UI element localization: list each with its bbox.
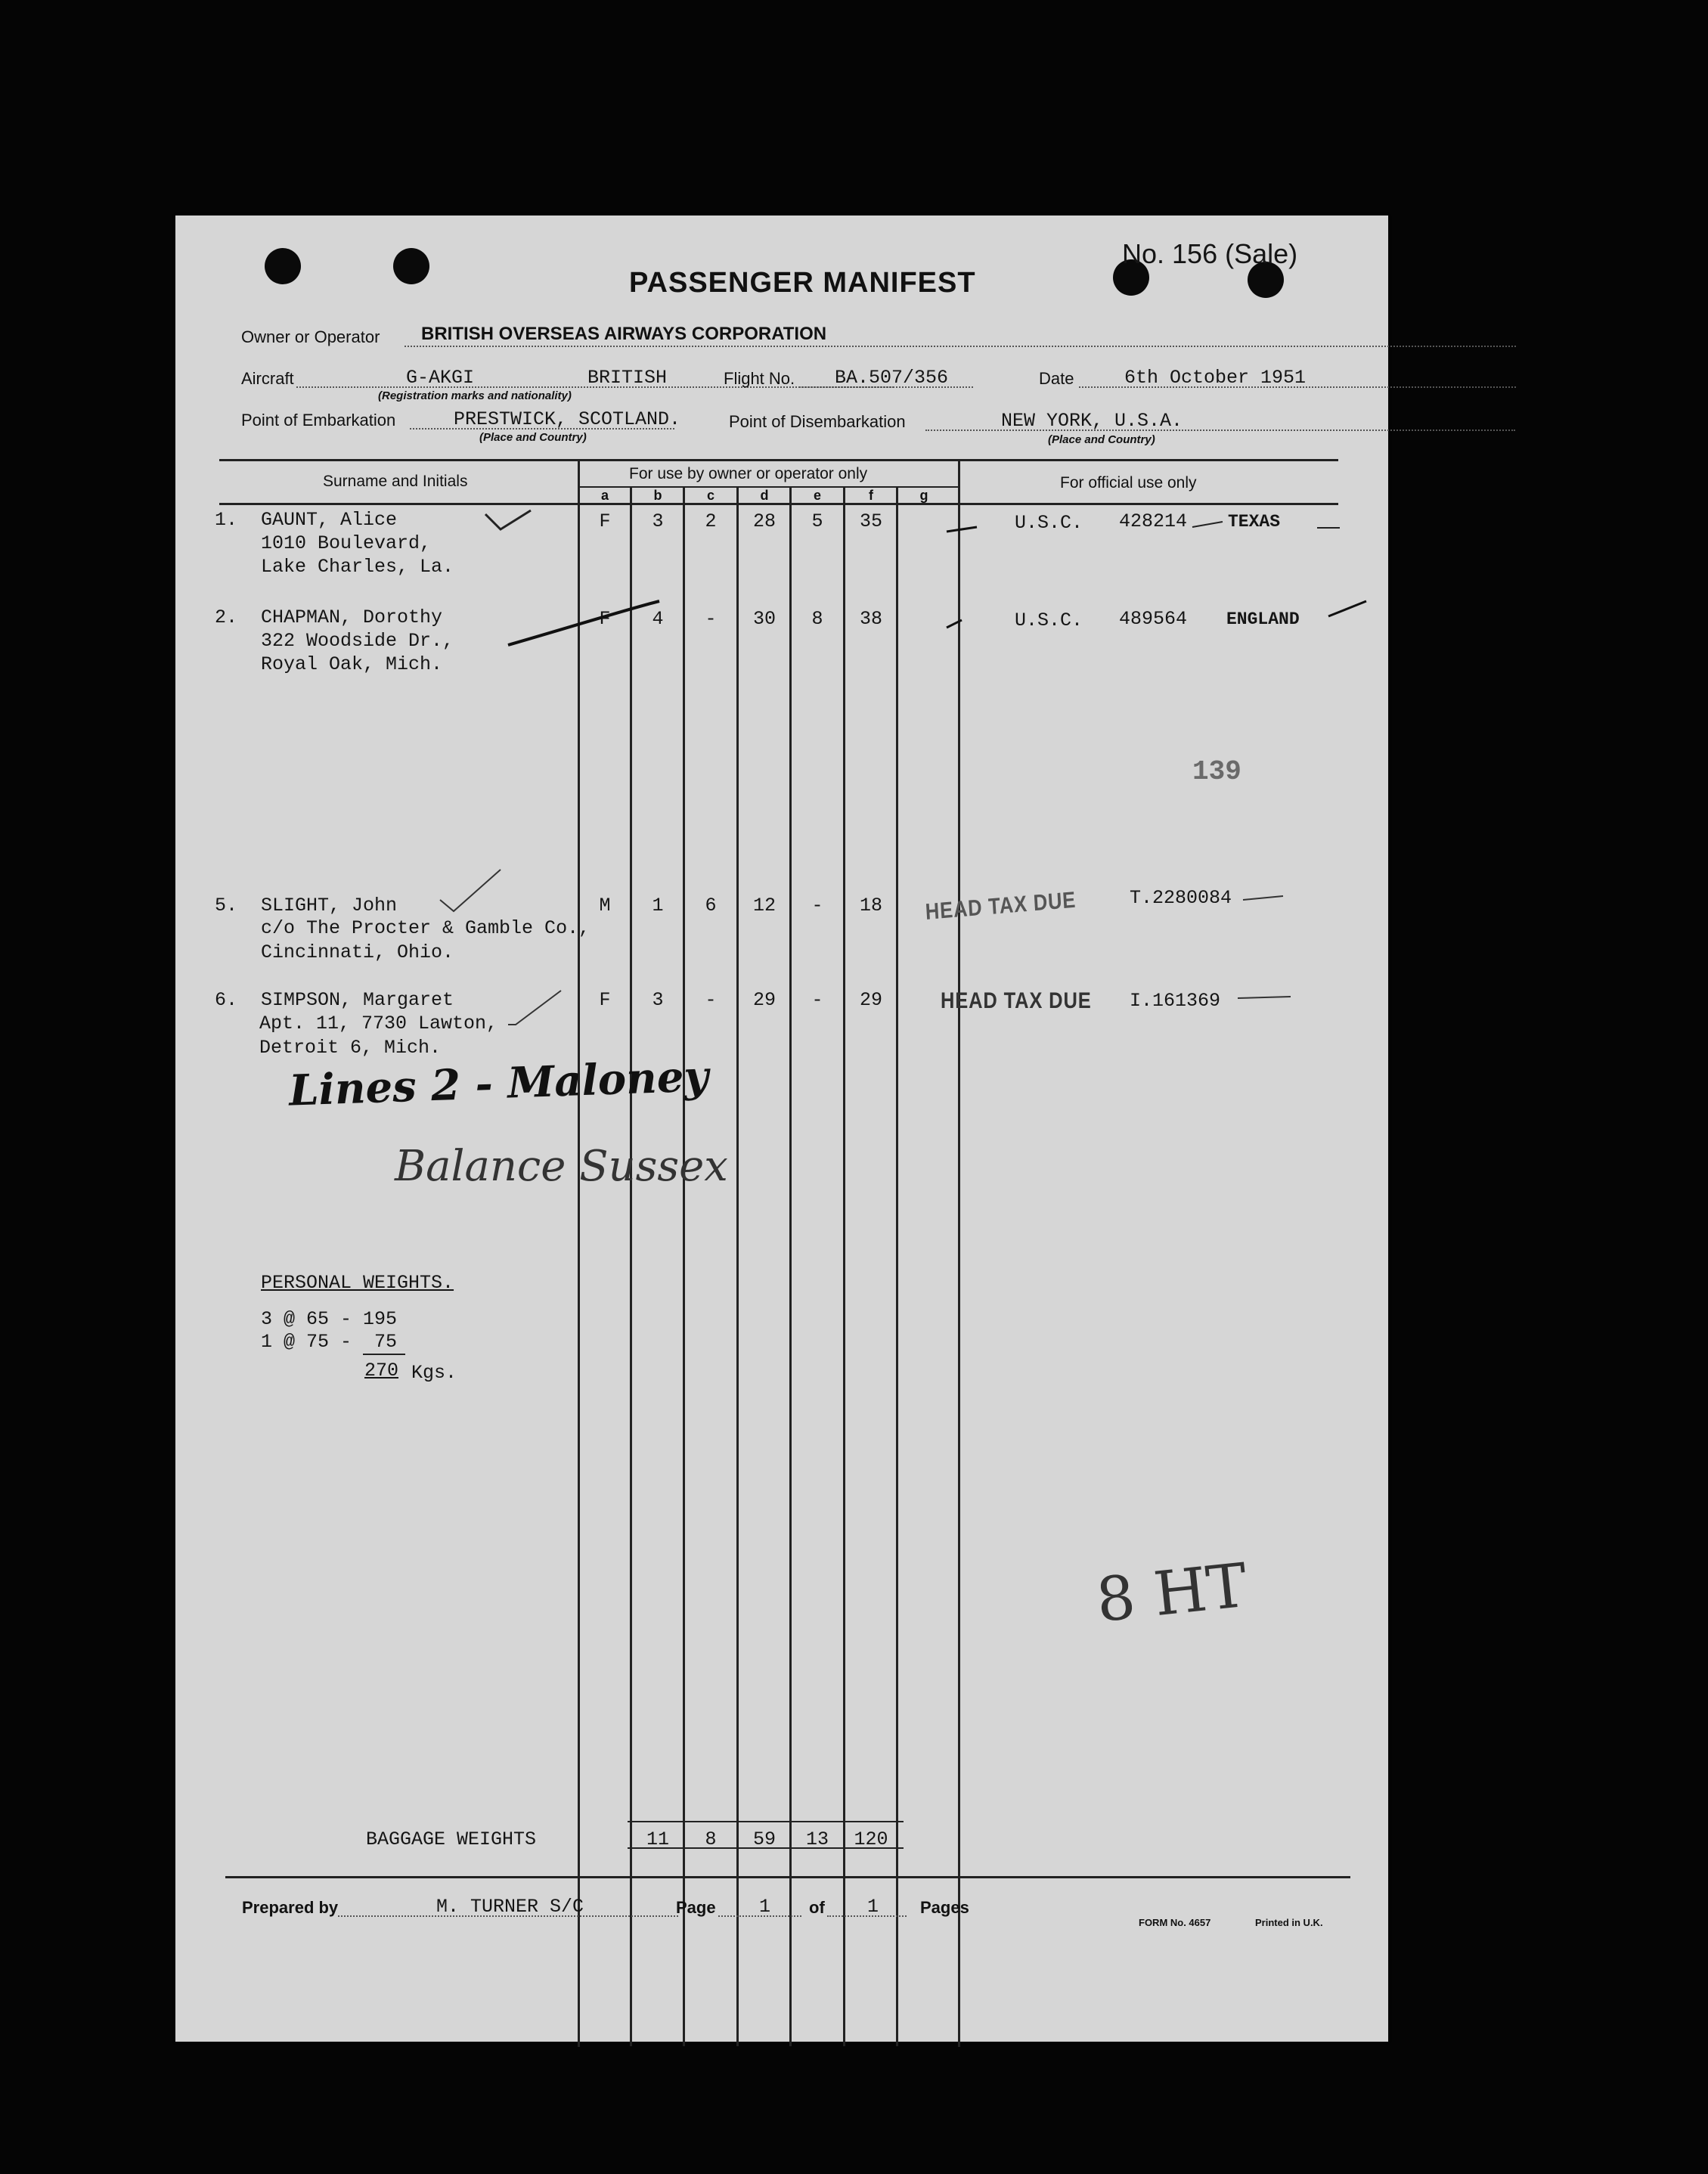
- date-value: 6th October 1951: [1124, 367, 1307, 389]
- head-tax-stamp: HEAD TAX DUE: [941, 988, 1092, 1013]
- cell-f: 38: [859, 608, 882, 630]
- owner-label: Owner or Operator: [241, 327, 380, 346]
- official-origin: ENGLAND: [1226, 609, 1300, 629]
- handwritten-note: Lines 2 - Maloney: [288, 1051, 709, 1116]
- cell-b: 3: [652, 510, 664, 532]
- manifest-sheet: [175, 216, 1388, 2042]
- embark-label: Point of Embarkation: [241, 411, 396, 430]
- nationality-value: BRITISH: [587, 367, 668, 389]
- weight-total: 270: [364, 1360, 399, 1382]
- owner-value: BRITISH OVERSEAS AIRWAYS CORPORATION: [421, 324, 827, 344]
- of-dotline: [827, 1915, 907, 1917]
- cell-d: 30: [752, 608, 776, 630]
- passenger-address: Apt. 11, 7730 Lawton,: [259, 1013, 498, 1034]
- row-number: 5.: [215, 895, 238, 916]
- col-header-a: a: [600, 488, 609, 503]
- baggage-value-d: 59: [752, 1828, 776, 1850]
- col-header-f: f: [869, 488, 873, 503]
- passenger-name: GAUNT, Alice: [261, 509, 398, 531]
- col-header-g: g: [919, 488, 928, 503]
- passenger-address: Cincinnati, Ohio.: [261, 941, 454, 963]
- cell-f: 35: [859, 510, 882, 532]
- of-label: of: [809, 1898, 825, 1917]
- cell-a: F: [599, 989, 611, 1011]
- baggage-value-b: 11: [646, 1828, 669, 1850]
- flight-value: BA.507/356: [835, 367, 949, 389]
- official-code: U.S.C.: [1015, 512, 1083, 534]
- margin-number: 139: [1192, 756, 1241, 787]
- aircraft-label: Aircraft: [241, 369, 294, 388]
- official-number: 489564: [1119, 608, 1188, 630]
- official-number: I.161369: [1130, 990, 1221, 1012]
- aircraft-value: G-AKGI: [406, 367, 475, 389]
- form-number: No. 156 (Sale): [1122, 238, 1298, 269]
- cell-e: 5: [811, 510, 823, 532]
- baggage-label: BAGGAGE WEIGHTS: [366, 1828, 537, 1850]
- weight-line: 3 @ 65 - 195: [261, 1308, 398, 1330]
- handwritten-note: 8 HT: [1093, 1549, 1251, 1636]
- baggage-top-rule: [628, 1821, 904, 1822]
- cell-c: -: [705, 989, 717, 1011]
- passenger-address: c/o The Procter & Gamble Co.,: [261, 917, 591, 939]
- cell-e: 8: [811, 608, 823, 630]
- disembark-label: Point of Disembarkation: [729, 412, 906, 431]
- pages-label: Pages: [920, 1898, 969, 1917]
- cell-c: -: [705, 608, 717, 630]
- col-header-d: d: [760, 488, 769, 503]
- footer-rule: [225, 1876, 1350, 1878]
- official-number: T.2280084: [1130, 887, 1232, 909]
- passenger-name: CHAPMAN, Dorothy: [261, 606, 443, 628]
- handwritten-note: Balance Sussex: [395, 1142, 728, 1191]
- passenger-address: 322 Woodside Dr.,: [261, 630, 454, 652]
- row-number: 2.: [215, 606, 238, 628]
- weight-total-rule: [363, 1354, 405, 1355]
- page-number: 1: [759, 1896, 771, 1918]
- official-number: 428214: [1119, 510, 1188, 532]
- passenger-address: 1010 Boulevard,: [261, 532, 432, 554]
- form-title: PASSENGER MANIFEST: [629, 267, 976, 299]
- disembark-note: (Place and Country): [1048, 433, 1155, 446]
- page-dotline: [718, 1915, 801, 1917]
- owner-use-header: For use by owner or operator only: [629, 465, 868, 482]
- passenger-name: SIMPSON, Margaret: [261, 989, 454, 1011]
- cell-a: F: [599, 608, 611, 630]
- prepared-by: M. TURNER S/C: [436, 1896, 584, 1918]
- head-tax-stamp: HEAD TAX DUE: [924, 887, 1077, 925]
- prepared-label: Prepared by: [242, 1898, 339, 1917]
- weight-line: 1 @ 75 - 75: [261, 1331, 398, 1353]
- aircraft-note: (Registration marks and nationality): [378, 389, 572, 402]
- cell-b: 3: [652, 989, 664, 1011]
- cell-c: 2: [705, 510, 717, 532]
- cell-c: 6: [705, 895, 717, 916]
- name-header: Surname and Initials: [323, 473, 468, 490]
- form-no: FORM No. 4657: [1139, 1917, 1211, 1928]
- cell-d: 28: [752, 510, 776, 532]
- cell-a: F: [599, 510, 611, 532]
- passenger-address: Lake Charles, La.: [261, 556, 454, 578]
- cell-e: -: [811, 989, 823, 1011]
- official-code: U.S.C.: [1015, 609, 1083, 631]
- prepared-dotline: [338, 1915, 678, 1917]
- baggage-value-e: 13: [805, 1828, 829, 1850]
- passenger-name: SLIGHT, John: [261, 895, 398, 916]
- passenger-address: Detroit 6, Mich.: [259, 1037, 442, 1059]
- page-label: Page: [676, 1898, 716, 1917]
- total-pages: 1: [867, 1896, 879, 1918]
- embark-value: PRESTWICK, SCOTLAND.: [454, 408, 681, 430]
- date-label: Date: [1039, 369, 1074, 388]
- printed-in: Printed in U.K.: [1255, 1917, 1323, 1928]
- official-origin: TEXAS: [1228, 512, 1281, 532]
- baggage-value-f: 120: [854, 1828, 888, 1850]
- cell-b: 4: [652, 608, 664, 630]
- row-number: 1.: [215, 509, 238, 531]
- cell-d: 29: [752, 989, 776, 1011]
- personal-weights-heading: PERSONAL WEIGHTS.: [261, 1272, 454, 1294]
- cell-a: M: [599, 895, 611, 916]
- disembark-value: NEW YORK, U.S.A.: [1001, 410, 1183, 432]
- row-number: 6.: [215, 989, 238, 1011]
- flight-label: Flight No.: [724, 369, 795, 388]
- cell-b: 1: [652, 895, 664, 916]
- cell-f: 18: [859, 895, 882, 916]
- passenger-address: Royal Oak, Mich.: [261, 653, 443, 675]
- cell-d: 12: [752, 895, 776, 916]
- baggage-value-c: 8: [705, 1828, 717, 1850]
- embark-note: (Place and Country): [479, 431, 587, 444]
- col-header-e: e: [813, 488, 821, 503]
- col-header-b: b: [653, 488, 662, 503]
- official-header: For official use only: [1060, 474, 1197, 492]
- col-header-c: c: [706, 488, 715, 503]
- cell-f: 29: [859, 989, 882, 1011]
- weight-unit: Kgs.: [411, 1362, 457, 1384]
- cell-e: -: [811, 895, 823, 916]
